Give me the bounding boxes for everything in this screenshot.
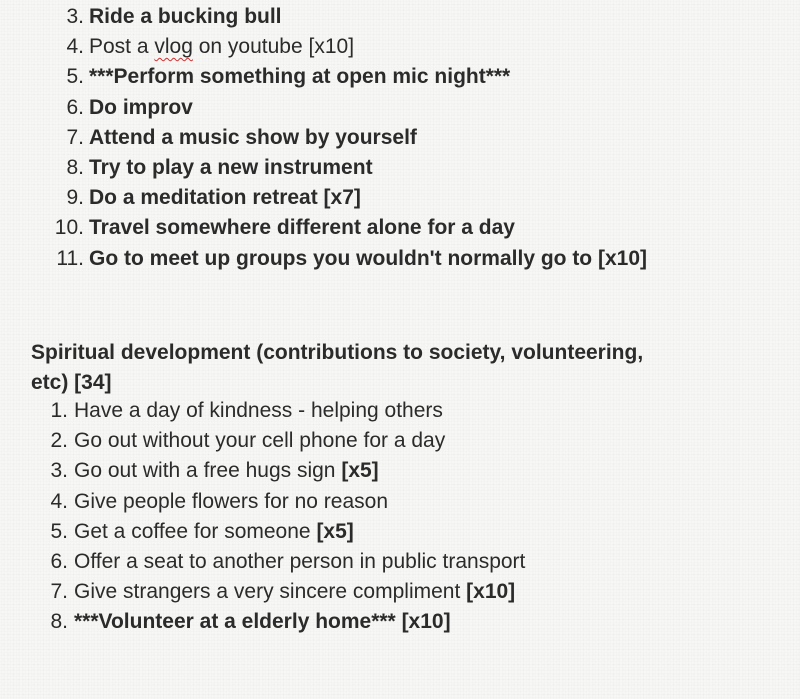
item-tag: [x5] [316, 519, 354, 543]
item-text: Travel somewhere different alone for a day [89, 216, 515, 240]
item-text: Go to meet up groups you wouldn't normally go to [x10] [89, 246, 647, 270]
item-number: 11. [56, 246, 84, 270]
item-number: 9. [66, 186, 84, 210]
item-text: Have a day of kindness - helping others [74, 399, 443, 422]
item-text: Give people flowers for no reason [74, 489, 389, 513]
item-number: 6. [66, 95, 84, 119]
item-number: 4. [66, 35, 84, 59]
item-tag: [x10] [466, 580, 516, 604]
item-text: Do improv [89, 95, 193, 119]
item-text: ***Perform something at open mic night*** [89, 65, 511, 89]
item-number: 7. [50, 580, 68, 604]
item-tag: [x5] [341, 459, 379, 483]
item-text-part: Post a [89, 35, 155, 59]
item-text [89, 32, 354, 62]
spellcheck-word[interactable]: vlog [154, 35, 193, 59]
item-text: Do a meditation retreat [x7] [89, 186, 361, 210]
item-text [74, 517, 354, 547]
item-number: 7. [66, 125, 84, 149]
item-number: 5. [66, 65, 84, 89]
section-heading-line: Spiritual development (contributions to society, volunteering, [31, 341, 644, 364]
item-text-part: Get a coffee for someone [74, 519, 317, 543]
item-number: 3. [66, 5, 84, 28]
item-text: Attend a music show by yourself [89, 125, 417, 149]
item-number: 8. [50, 610, 68, 634]
section-heading [31, 338, 791, 398]
item-number: 2. [50, 429, 68, 453]
item-text: Ride a bucking bull [89, 5, 282, 28]
item-text: Go out without your cell phone for a day [74, 429, 446, 453]
item-text [74, 577, 515, 607]
item-text-part: on youtube [x10] [192, 35, 355, 59]
item-text [74, 607, 451, 637]
item-number: 1. [50, 399, 68, 422]
item-number: 3. [50, 459, 68, 483]
item-number: 8. [66, 155, 84, 179]
item-text-part: Go out with a free hugs sign [74, 459, 342, 483]
item-text: Offer a seat to another person in public transport [74, 549, 526, 573]
item-number: 6. [50, 549, 68, 573]
item-text-part: ***Volunteer at a elderly home*** [74, 610, 396, 634]
section-heading-line: etc) [34] [31, 371, 112, 394]
item-number: 10. [54, 216, 84, 240]
item-number: 5. [50, 519, 68, 543]
item-number: 4. [50, 489, 68, 513]
item-text-part: Give strangers a very sincere compliment [74, 580, 467, 604]
item-text [74, 456, 379, 486]
item-tag: [x10] [395, 610, 451, 634]
item-text: Try to play a new instrument [89, 155, 373, 179]
